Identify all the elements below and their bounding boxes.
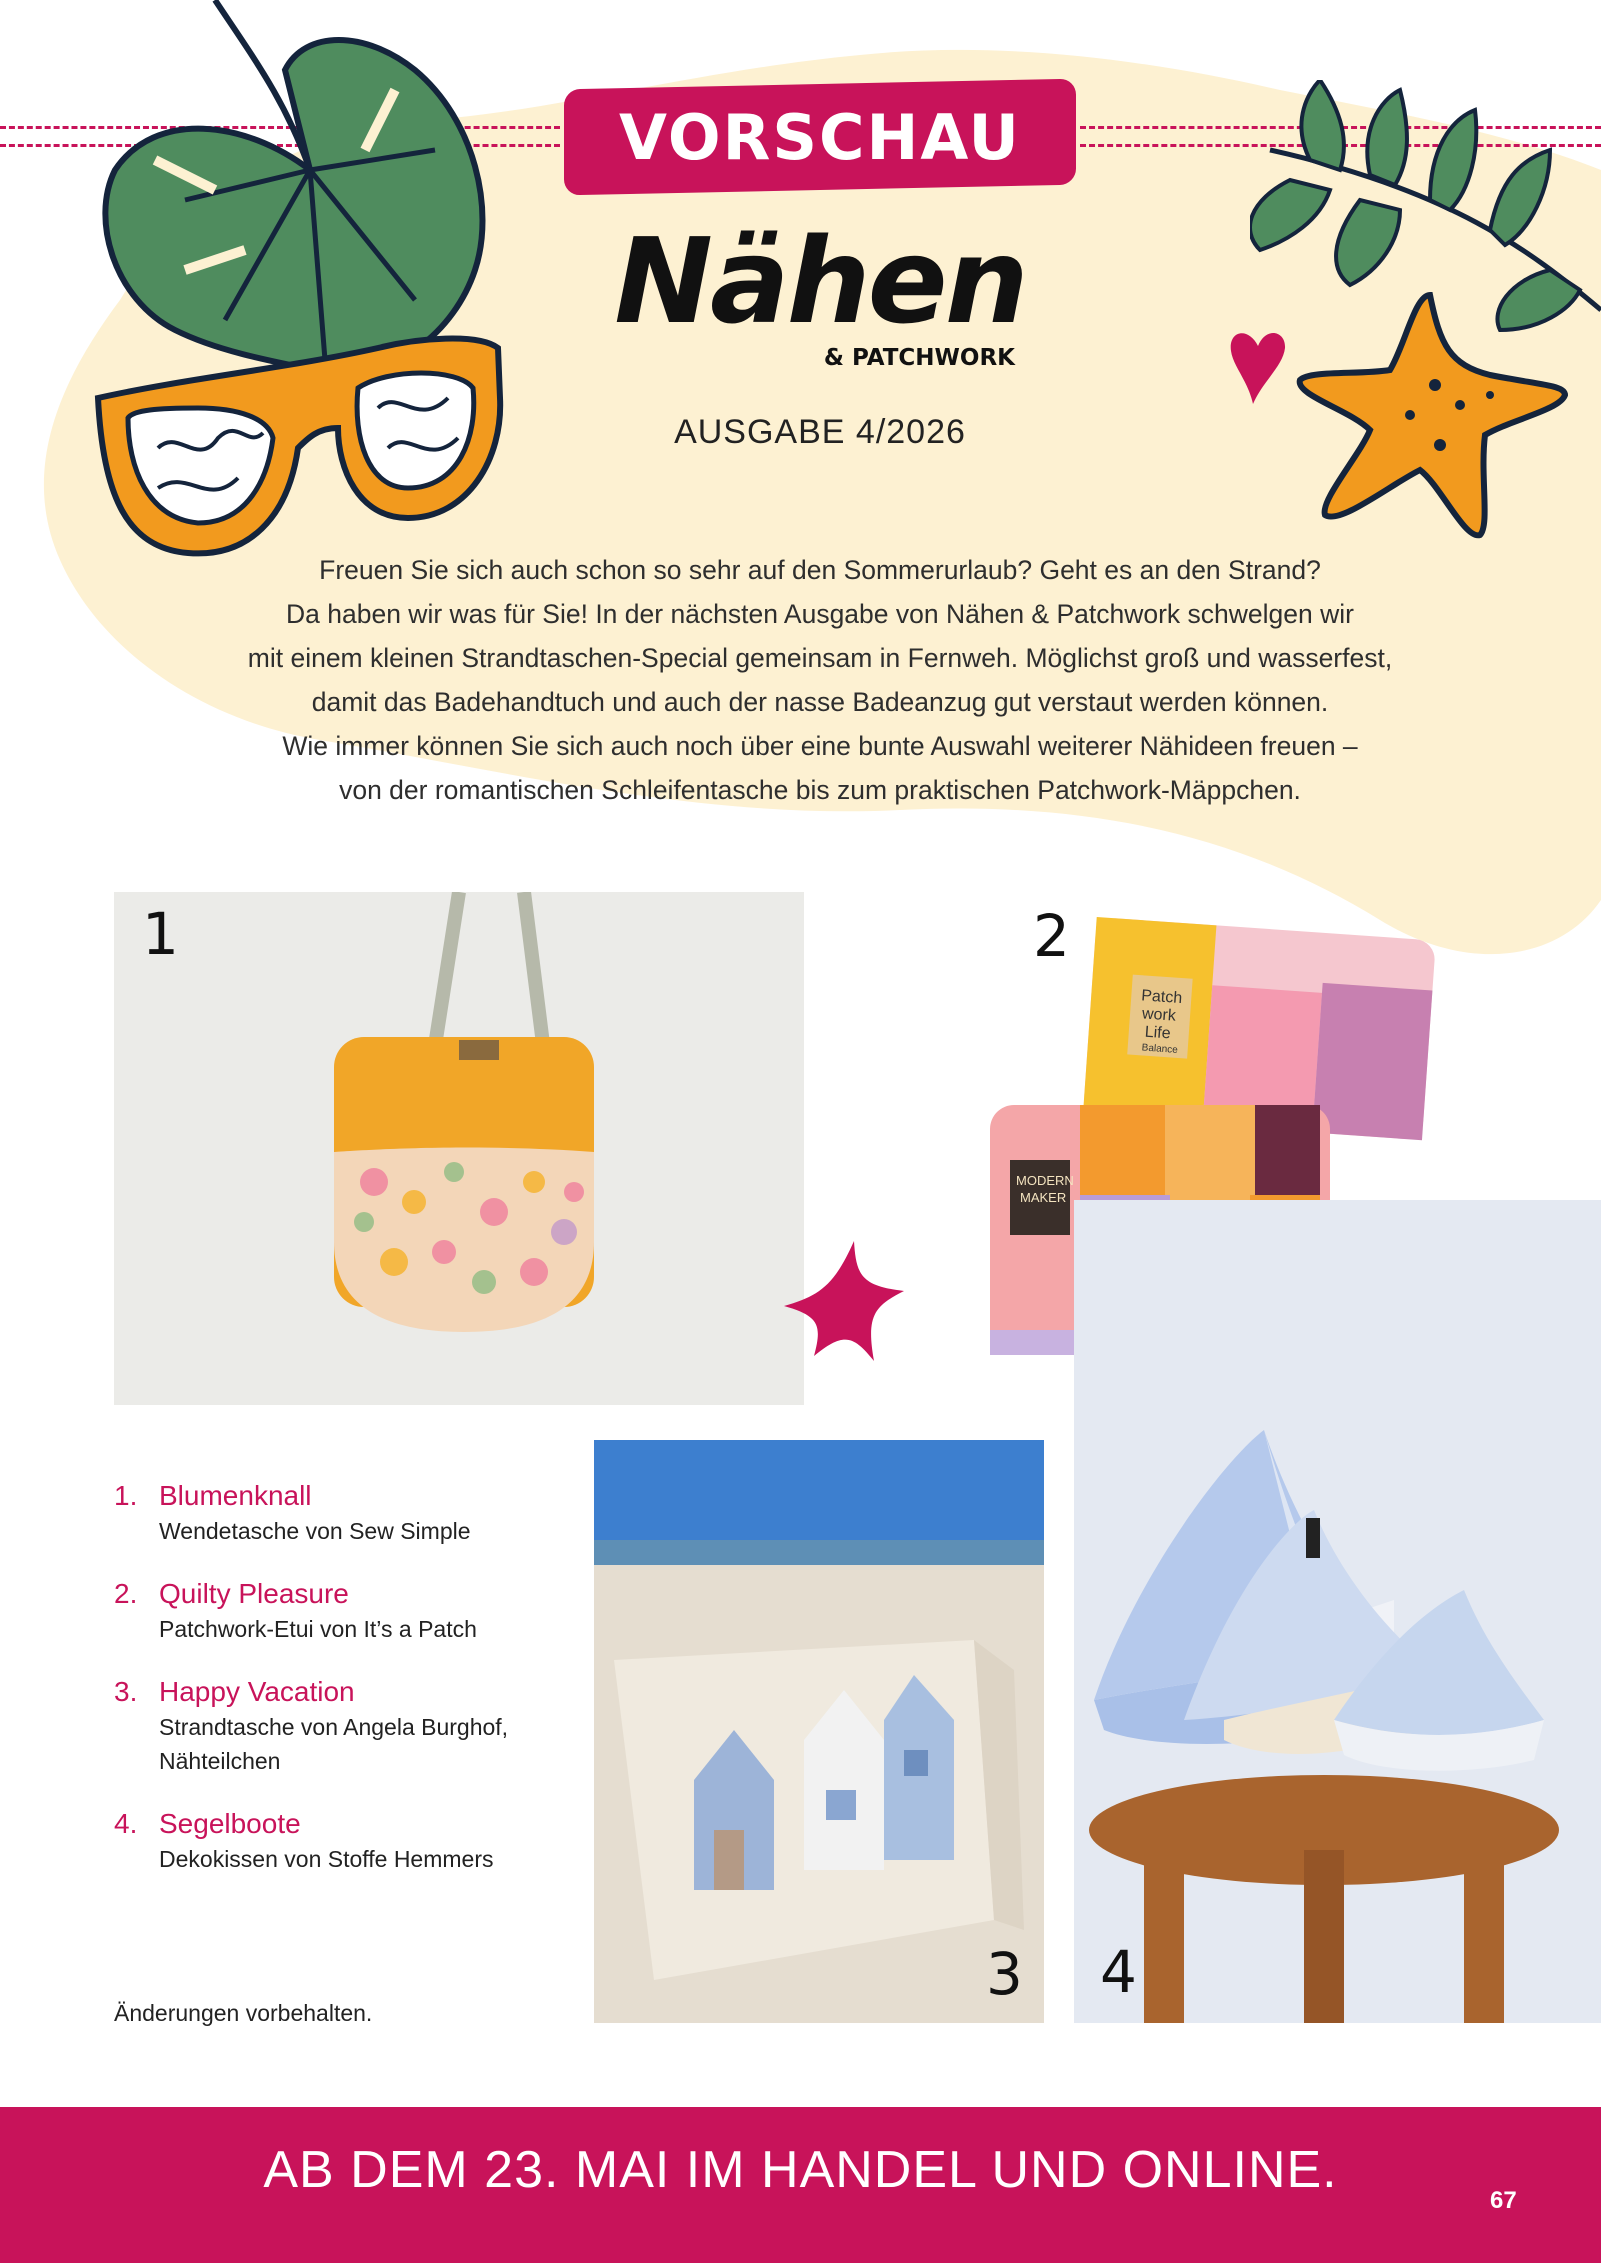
label-text: MODERN (1016, 1173, 1074, 1188)
photo-number: 3 (986, 1940, 1023, 2008)
list-item (114, 1674, 554, 1778)
magazine-logo: Nähen (614, 212, 1026, 350)
photo-1-tote-bag (114, 892, 804, 1405)
intro-line: Da haben wir was für Sie! In der nächsten Ausgabe von Nähen & Patchwork schwelgen wir (286, 599, 1354, 629)
item-number: 1. (114, 1480, 138, 1511)
sunglasses-icon (88, 318, 508, 568)
list-item (114, 1576, 554, 1646)
item-title: Segelboote (159, 1808, 301, 1839)
release-date-text: AB DEM 23. MAI IM HANDEL UND ONLINE. (263, 2141, 1338, 2199)
disclaimer-note: Änderungen vorbehalten. (114, 2000, 373, 2026)
label-text: work (1141, 1005, 1177, 1025)
photo-3-beach-tote (594, 1440, 1044, 2023)
intro-line: Wie immer können Sie sich auch noch über eine bunte Auswahl weiterer Nähideen freuen – (282, 731, 1358, 761)
item-title: Happy Vacation (159, 1676, 355, 1707)
item-number: 2. (114, 1578, 138, 1609)
item-description: Strandtasche von Angela Burghof, (159, 1714, 509, 1740)
photo-4-sailboat-cushions (1074, 1200, 1601, 2023)
starfish-small-icon (774, 1236, 914, 1366)
intro-line: Freuen Sie sich auch schon so sehr auf den Sommerurlaub? Geht es an den Strand? (319, 555, 1321, 585)
item-number: 3. (114, 1676, 138, 1707)
list-item (114, 1806, 554, 1876)
intro-line: damit das Badehandtuch und auch der nasse Badeanzug gut verstaut werden können. (311, 687, 1329, 717)
intro-line: mit einem kleinen Strandtaschen-Special gemeinsam in Fernweh. Möglichst groß und wasserfest, (247, 643, 1393, 673)
label-text: Life (1144, 1023, 1172, 1043)
photo-number: 1 (142, 900, 179, 968)
item-description: Dekokissen von Stoffe Hemmers (159, 1846, 494, 1872)
item-title: Quilty Pleasure (159, 1578, 349, 1609)
intro-line: von der romantischen Schleifentasche bis zum praktischen Patchwork-Mäppchen. (339, 775, 1301, 805)
page-number: 67 (1490, 2187, 1517, 2214)
preview-banner (564, 79, 1076, 196)
photo-number: 2 (1033, 902, 1070, 970)
label-text: Patch (1140, 987, 1183, 1008)
intro-text (170, 548, 1470, 812)
list-item (114, 1478, 554, 1548)
starfish-icon (1290, 285, 1570, 545)
photo-number: 4 (1100, 1938, 1137, 2006)
project-list (114, 1478, 554, 1904)
label-text: MAKER (1020, 1190, 1067, 1205)
label-text: Balance (1141, 1042, 1179, 1056)
item-description: Patchwork-Etui von It’s a Patch (159, 1616, 477, 1642)
issue-number: AUSGABE 4/2026 (674, 413, 966, 451)
item-title: Blumenknall (159, 1480, 312, 1511)
heart-icon (1228, 326, 1288, 406)
banner-label: VORSCHAU (619, 100, 1021, 174)
item-description: Nähteilchen (159, 1748, 281, 1774)
item-number: 4. (114, 1808, 138, 1839)
item-description: Wendetasche von Sew Simple (159, 1518, 471, 1544)
magazine-logo-subtitle: & PATCHWORK (823, 345, 1015, 371)
